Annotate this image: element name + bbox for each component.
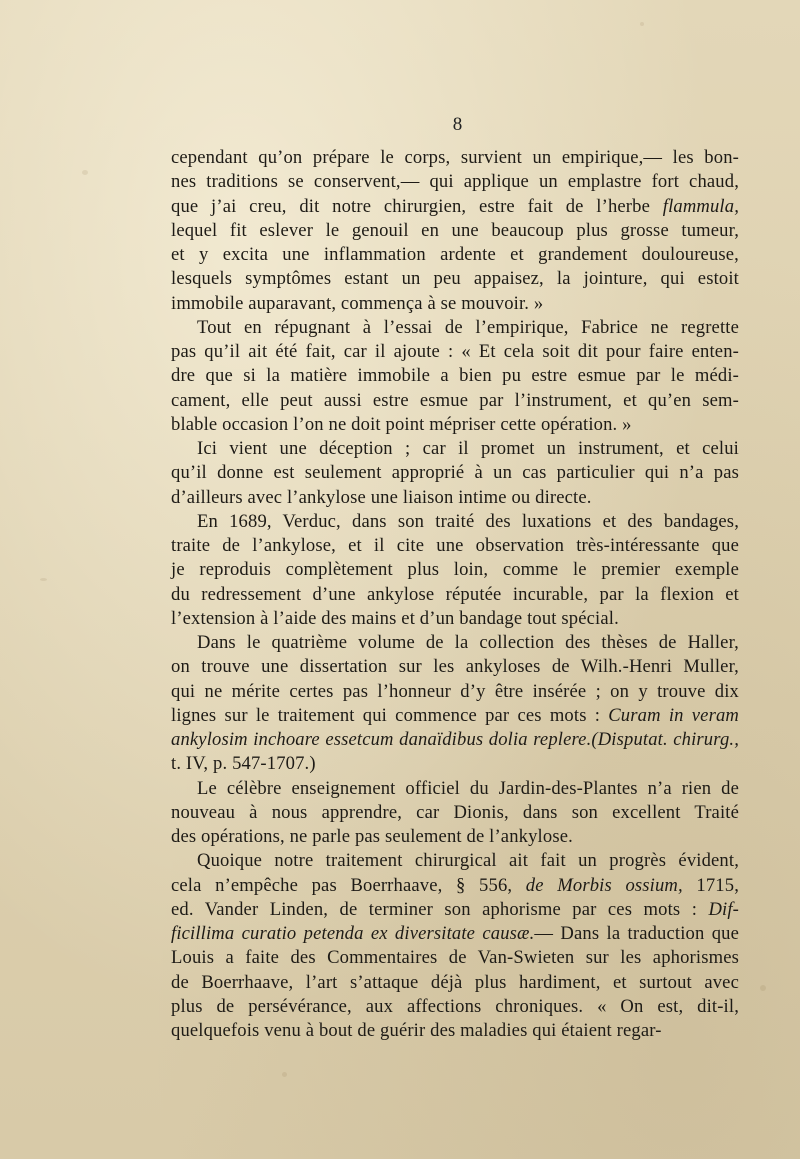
italic-run: ankylosim inchoare essetcum danaïdibus dolia replere.(Disputat. chirurg., bbox=[171, 729, 739, 750]
text-line bbox=[171, 583, 739, 607]
text-line bbox=[171, 389, 739, 413]
text-run: du redressement d’une ankylose réputée incurable, par la flexion et bbox=[171, 583, 739, 605]
text-line bbox=[171, 219, 739, 243]
text-run: 1715, bbox=[682, 874, 739, 896]
text-run: de Boerrhaave, l’art s’attaque déjà plus hardiment, et surtout avec bbox=[171, 971, 739, 993]
text-run: que j’ai creu, dit notre chirurgien, estre fait de l’herbe bbox=[171, 195, 663, 217]
text-line bbox=[171, 752, 739, 776]
text-run: En 1689, Verduc, dans son traité des luxations et des bandages, bbox=[197, 510, 739, 532]
text-line bbox=[171, 801, 739, 825]
text-line bbox=[171, 461, 739, 485]
text-line bbox=[171, 267, 739, 291]
text-run: Quoique notre traitement chirurgical ait fait un progrès évident, bbox=[197, 850, 739, 872]
italic-run: Curam in veram bbox=[608, 704, 739, 726]
text-line bbox=[171, 364, 739, 388]
text-run: Louis a faite des Commentaires de Van-Swieten sur les aphorismes bbox=[171, 947, 739, 969]
text-line bbox=[171, 655, 739, 679]
text-line bbox=[171, 922, 739, 946]
text-run: cela n’empêche pas Boerrhaave, § 556, bbox=[171, 874, 526, 896]
text-run: plus de persévérance, aux affections chroniques. « On est, dit-il, bbox=[171, 995, 739, 1017]
paper-stain bbox=[82, 170, 88, 175]
text-line bbox=[171, 777, 739, 801]
text-run: t. IV, p. 547-1707.) bbox=[171, 753, 316, 775]
text-run: je reproduis complètement plus loin, comme le premier exemple bbox=[171, 559, 739, 581]
text-run: traite de l’ankylose, et il cite une observation très-intéressante que bbox=[171, 535, 739, 556]
text-run: lesquels symptômes estant un peu appaisez, la jointure, qui estoit bbox=[171, 268, 739, 290]
italic-run: Dif- bbox=[708, 898, 739, 920]
text-run: Le célèbre enseignement officiel du Jardin-des-Plantes n’a rien de bbox=[197, 777, 739, 799]
text-line bbox=[171, 631, 739, 655]
page-number: 8 bbox=[452, 114, 463, 135]
paper-stain bbox=[760, 985, 766, 991]
italic-run: ficillima curatio petenda ex diversitate causæ. bbox=[171, 923, 535, 944]
text-line bbox=[171, 971, 739, 995]
text-line bbox=[171, 316, 739, 340]
text-run: nouveau à nous apprendre, car Dionis, dans son excellent Traité bbox=[171, 801, 739, 823]
text-run: immobile auparavant, commença à se mouvoir. » bbox=[171, 292, 544, 314]
text-run: l’extension à l’aide des mains et d’un bandage tout spécial. bbox=[171, 607, 619, 629]
text-run: quelquefois venu à bout de guérir des maladies qui étaient regar- bbox=[171, 1020, 662, 1041]
body-text bbox=[171, 146, 739, 1043]
text-line bbox=[171, 170, 739, 194]
text-line bbox=[171, 486, 739, 510]
text-run: cament, elle peut aussi estre esmue par l’instrument, et qu’en sem- bbox=[171, 389, 739, 411]
text-run: Dans le quatrième volume de la collection des thèses de Haller, bbox=[197, 632, 739, 653]
italic-run: flammula, bbox=[662, 195, 739, 217]
text-line bbox=[171, 437, 739, 461]
text-line bbox=[171, 1019, 739, 1043]
text-line bbox=[171, 874, 739, 898]
text-line bbox=[171, 558, 739, 582]
text-line bbox=[171, 946, 739, 970]
text-line bbox=[171, 146, 739, 170]
paper-stain bbox=[282, 1072, 287, 1077]
paper-stain bbox=[40, 578, 47, 581]
text-line bbox=[171, 195, 739, 219]
text-line bbox=[171, 510, 739, 534]
text-line bbox=[171, 995, 739, 1019]
text-line bbox=[171, 825, 739, 849]
text-run: qu’il donne est seulement approprié à un cas particulier qui n’a pas bbox=[171, 462, 739, 484]
text-run: cependant qu’on prépare le corps, survient un empirique,— les bon- bbox=[171, 147, 739, 168]
text-run: Ici vient une déception ; car il promet un instrument, et celui bbox=[197, 438, 739, 459]
text-run: on trouve une dissertation sur les ankyloses de Wilh.-Henri Muller, bbox=[171, 656, 739, 678]
text-run: ed. Vander Linden, de terminer son aphorisme par ces mots : bbox=[171, 898, 709, 920]
text-run: pas qu’il ait été fait, car il ajoute : « Et cela soit dit pour faire enten- bbox=[171, 341, 739, 362]
text-line bbox=[171, 340, 739, 364]
text-line bbox=[171, 243, 739, 267]
text-line bbox=[171, 849, 739, 873]
text-run: lequel fit eslever le genouil en une beaucoup plus grosse tumeur, bbox=[171, 219, 739, 241]
text-run: blable occasion l’on ne doit point mépriser cette opération. » bbox=[171, 413, 632, 435]
text-run: d’ailleurs avec l’ankylose une liaison intime ou directe. bbox=[171, 486, 592, 508]
text-run: dre que si la matière immobile a bien pu estre esmue par le médi- bbox=[171, 365, 739, 387]
text-line bbox=[171, 413, 739, 437]
italic-run: de Morbis ossium, bbox=[525, 874, 683, 896]
text-line bbox=[171, 534, 739, 558]
text-run: des opérations, ne parle pas seulement de l’ankylose. bbox=[171, 826, 573, 847]
text-line bbox=[171, 607, 739, 631]
text-line bbox=[171, 728, 739, 752]
text-run: qui ne mérite certes pas l’honneur d’y être insérée ; on y trouve dix bbox=[171, 680, 739, 702]
text-run: Tout en répugnant à l’essai de l’empirique, Fabrice ne regrette bbox=[197, 316, 739, 338]
text-line bbox=[171, 898, 739, 922]
text-line bbox=[171, 292, 739, 316]
paper-stain bbox=[640, 22, 644, 26]
text-run: et y excita une inflammation ardente et grandement douloureuse, bbox=[171, 244, 739, 265]
text-run: lignes sur le traitement qui commence par ces mots : bbox=[171, 704, 609, 726]
text-line bbox=[171, 680, 739, 704]
text-run: nes traditions se conservent,— qui applique un emplastre fort chaud, bbox=[171, 171, 739, 193]
text-line bbox=[171, 704, 739, 728]
text-run: — Dans la traduction que bbox=[534, 923, 739, 944]
